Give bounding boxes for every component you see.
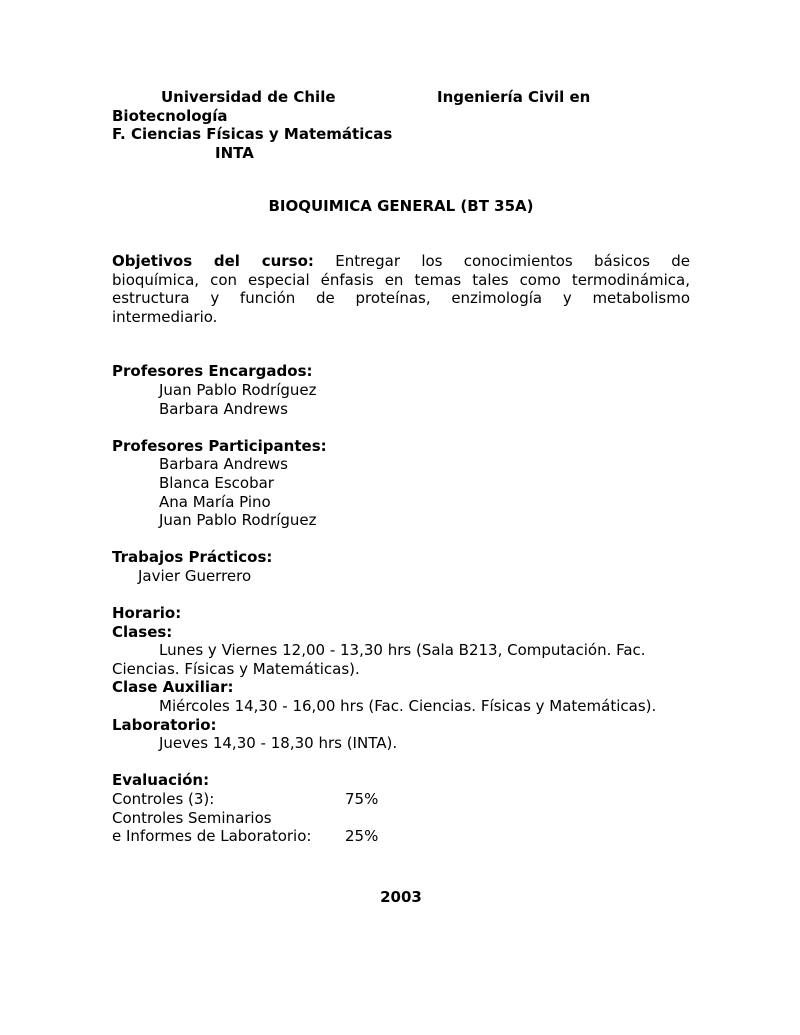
spacer (112, 418, 690, 437)
paragraph-line: estructura y función de proteínas, enzimología y metabolismo (112, 289, 690, 308)
objetivos-paragraph (112, 252, 690, 326)
faculty-name: F. Ciencias Físicas y Matemáticas (112, 125, 393, 144)
spacer (112, 530, 690, 549)
evaluacion-label: Controles Seminarios (112, 808, 272, 827)
evaluacion-label: e Informes de Laboratorio: (112, 827, 312, 846)
list-item: Blanca Escobar (159, 473, 274, 492)
section-heading-profesores-encargados: Profesores Encargados: (112, 362, 313, 381)
evaluacion-row (112, 790, 690, 809)
program-name-part1: Ingeniería Civil en (437, 88, 591, 106)
evaluacion-label: Controles (3): (112, 790, 215, 808)
evaluacion-value: 25% (345, 827, 379, 846)
section-heading-trabajos-practicos: Trabajos Prácticos: (112, 548, 273, 567)
objetivos-text-line1: Entregar los conocimientos básicos de (335, 251, 691, 270)
list-item: Ana María Pino (159, 492, 271, 511)
evaluacion-row (112, 809, 690, 828)
program-name-part2: Biotecnología (112, 106, 228, 125)
objetivos-label: Objetivos del curso: (112, 251, 314, 270)
paragraph-line (112, 252, 690, 271)
subheading-clases: Clases: (112, 622, 173, 641)
paragraph-line: intermediario. (112, 307, 218, 326)
list-item: Juan Pablo Rodríguez (159, 511, 317, 530)
subheading-laboratorio: Laboratorio: (112, 715, 217, 734)
schedule-laboratorio: Jueves 14,30 - 18,30 hrs (INTA). (159, 734, 398, 753)
evaluacion-value: 75% (345, 790, 379, 808)
section-heading-horario: Horario: (112, 604, 182, 623)
course-title: BIOQUIMICA GENERAL (BT 35A) (268, 197, 534, 216)
list-item: Barbara Andrews (159, 399, 288, 418)
document-year: 2003 (380, 887, 422, 906)
section-heading-evaluacion: Evaluación: (112, 771, 210, 790)
schedule-clase-auxiliar: Miércoles 14,30 - 16,00 hrs (Fac. Ciencias. Físicas y Matemáticas). (159, 697, 657, 716)
subheading-clase-auxiliar: Clase Auxiliar: (112, 678, 234, 697)
list-item: Juan Pablo Rodríguez (159, 380, 317, 399)
spacer (112, 753, 690, 772)
university-name: Universidad de Chile (161, 88, 336, 106)
schedule-clases-line2: Ciencias. Físicas y Matemáticas). (112, 659, 360, 678)
list-item: Barbara Andrews (159, 455, 288, 474)
list-item: Javier Guerrero (138, 566, 252, 585)
letterhead-line-1 (112, 88, 690, 107)
letterhead (112, 88, 690, 162)
document-content (112, 88, 690, 906)
institute-name: INTA (215, 143, 254, 162)
schedule-clases-line1: Lunes y Viernes 12,00 - 13,30 hrs (Sala B213, Computación. Fac. (159, 641, 646, 660)
paragraph-line: bioquímica, con especial énfasis en temas tales como termodinámica, (112, 270, 690, 289)
section-heading-profesores-participantes: Profesores Participantes: (112, 436, 327, 455)
spacer (112, 585, 690, 604)
evaluacion-row (112, 827, 690, 846)
